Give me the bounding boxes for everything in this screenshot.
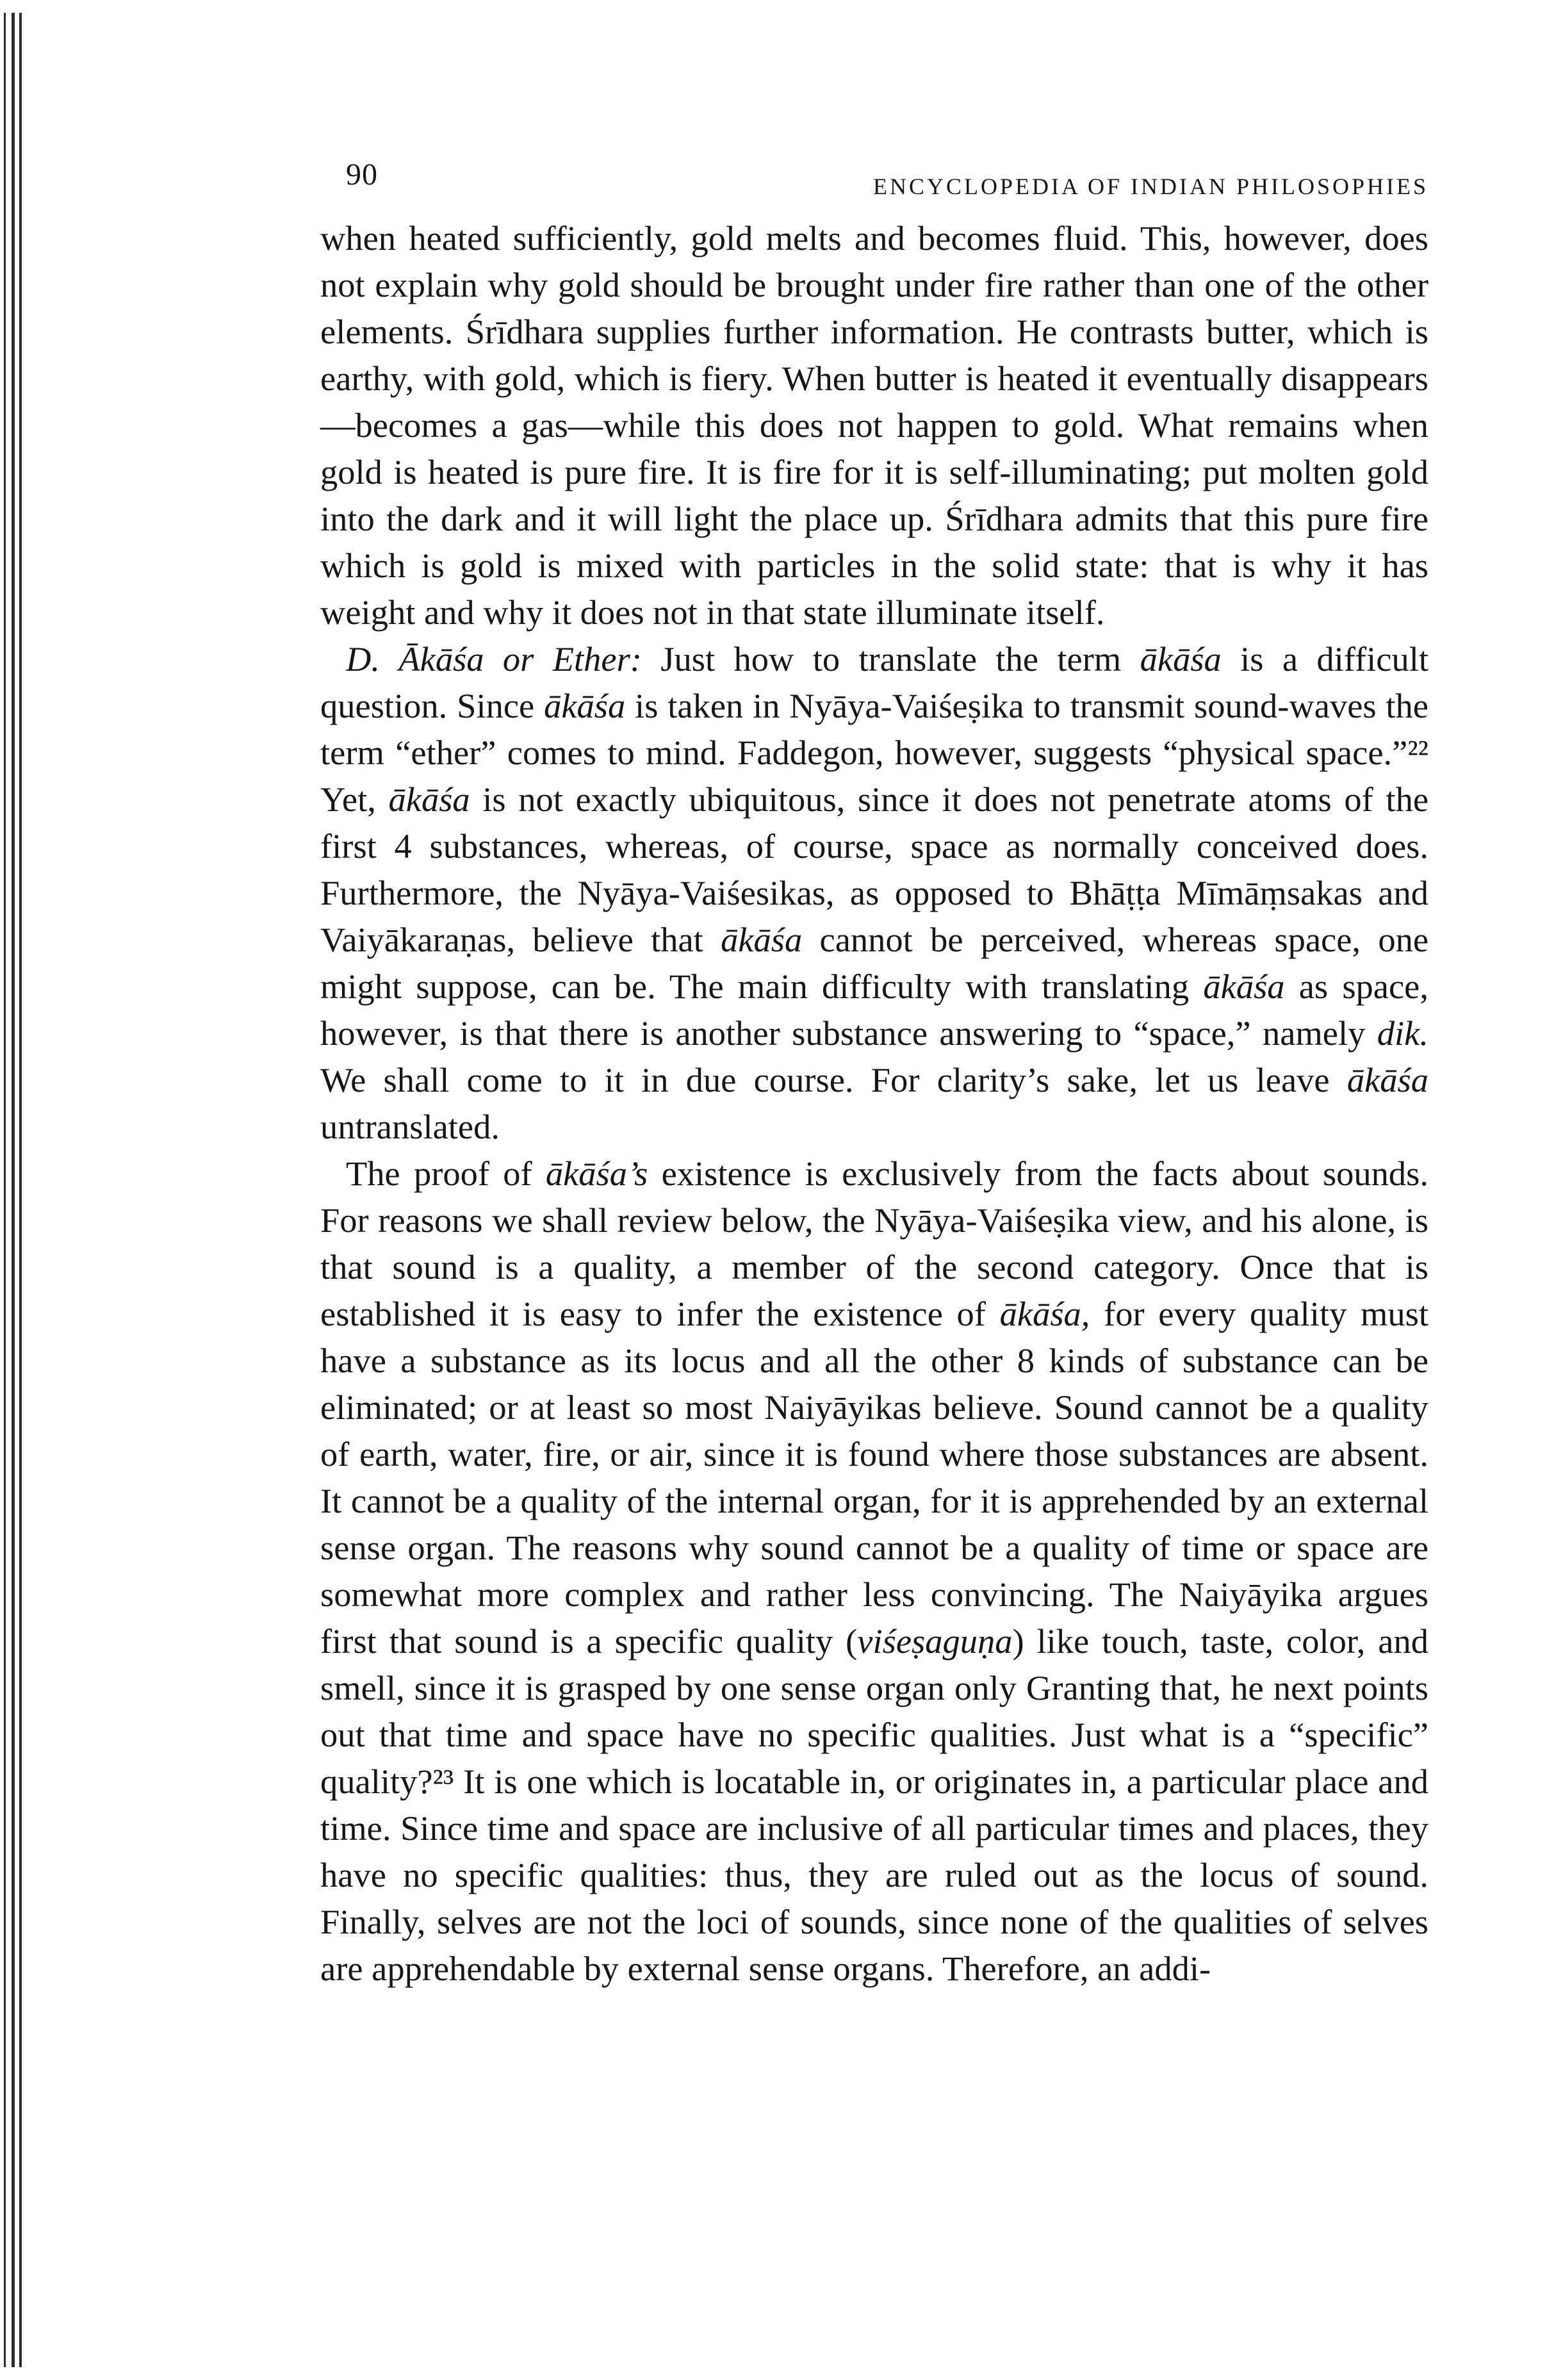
sanskrit-term: ākāśa,: [999, 1294, 1090, 1333]
running-title: ENCYCLOPEDIA OF INDIAN PHILOSOPHIES: [872, 174, 1428, 199]
binding-line: [12, 13, 15, 2367]
sanskrit-term: ākāśa’s: [545, 1154, 648, 1193]
sanskrit-term: viśeṣaguṇa: [857, 1621, 1013, 1661]
sanskrit-term: ākāśa: [1346, 1060, 1428, 1099]
text-run: cannot be perceived, whereas space, one might suppose, can be. The main difficulty with translating: [320, 920, 1429, 1006]
sanskrit-term: ākāśa: [1203, 967, 1285, 1006]
text-run: ) like touch, taste, color, and smell, since it is grasped by one sense organ only Granting that, he next points out that time and space have no specific qualities. Just what is a “specific” quality?²³ It is one which is locatable in, or originates in, a particular place and time. Since time and space are inclusive of all particular times and places, they have no specific qualities: thus, they are ruled out as the locus of sound. Finally, selves are not the loci of sounds, since none of the qualities of selves are apprehendable by external sense organs. Therefore, an addi-: [320, 1621, 1428, 1988]
sanskrit-term: ākāśa: [388, 780, 470, 819]
sanskrit-term: ākāśa: [544, 686, 626, 725]
text-run: Just how to translate the term: [641, 639, 1140, 678]
section-heading-akasa: D. Ākāśa or Ether:: [346, 639, 642, 678]
page-number: 90: [346, 158, 378, 192]
sanskrit-term: ākāśa: [1140, 639, 1222, 678]
paragraph-proof-of-akasa: [320, 1150, 1428, 1992]
text-run: is a difficult question. Since: [320, 639, 1428, 725]
text-run: existence is exclusively from the facts about sounds. For reasons we shall review below, the Nyāya-Vaiśeṣika view, and his alone, is that sound is a quality, a member of the second category. Once that is established it is easy to infer the existence of: [320, 1154, 1428, 1333]
text-run: as space, however, is that there is another substance answering to “space,” namely: [320, 967, 1428, 1053]
sanskrit-term: dik.: [1377, 1014, 1428, 1053]
text-run: untranslated.: [320, 1107, 500, 1146]
text-run: The proof of: [346, 1154, 546, 1193]
binding-line: [4, 13, 6, 2367]
text-run: for every quality must have a substance as its locus and all the other 8 kinds of substance can be eliminated; or at least so most Naiyāyikas believe. Sound cannot be a quality of earth, water, fire, or air, since it is found where those substances are absent. It cannot be a quality of the internal organ, for it is apprehended by an external sense organ. The reasons why sound cannot be a quality of time or space are somewhat more complex and rather less convincing. The Naiyāyika argues first that sound is a specific quality (: [320, 1294, 1428, 1661]
text-run: is not exactly ubiquitous, since it does not penetrate atoms of the first 4 substances, whereas, of course, space as normally conceived does. Furthermore, the Nyāya-Vaiśesikas, as opposed to Bhāṭṭa Mīmāṃsakas and Vaiyākaraṇas, believe that: [320, 780, 1429, 959]
text-run: is taken in Nyāya-Vaiśeṣika to transmit sound-waves the term “ether” comes to mind. Faddegon, however, suggests “physical space.”²² Yet,: [320, 686, 1429, 819]
running-head: [320, 138, 1428, 215]
page-binding-edge: [0, 0, 51, 2380]
text-run: We shall come to it in due course. For clarity’s sake, let us leave: [320, 1060, 1347, 1099]
paragraph-akasa-ether: [320, 636, 1428, 1150]
book-page: [320, 138, 1428, 2303]
binding-line: [19, 13, 22, 2367]
body-text: [320, 215, 1428, 1992]
paragraph-gold-fire: when heated sufficiently, gold melts and becomes fluid. This, however, does not explain why gold should be brought under fire rather than one of the other elements. Śrīdhara supplies further information. He contrasts butter, which is earthy, with gold, which is fiery. When butter is heated it eventually disappears—becomes a gas—while this does not happen to gold. What remains when gold is heated is pure fire. It is fire for it is self-illuminating; put molten gold into the dark and it will light the place up. Śrīdhara admits that this pure fire which is gold is mixed with particles in the solid state: that is why it has weight and why it does not in that state illuminate itself.: [320, 218, 1428, 632]
sanskrit-term: ākāśa: [721, 920, 803, 959]
